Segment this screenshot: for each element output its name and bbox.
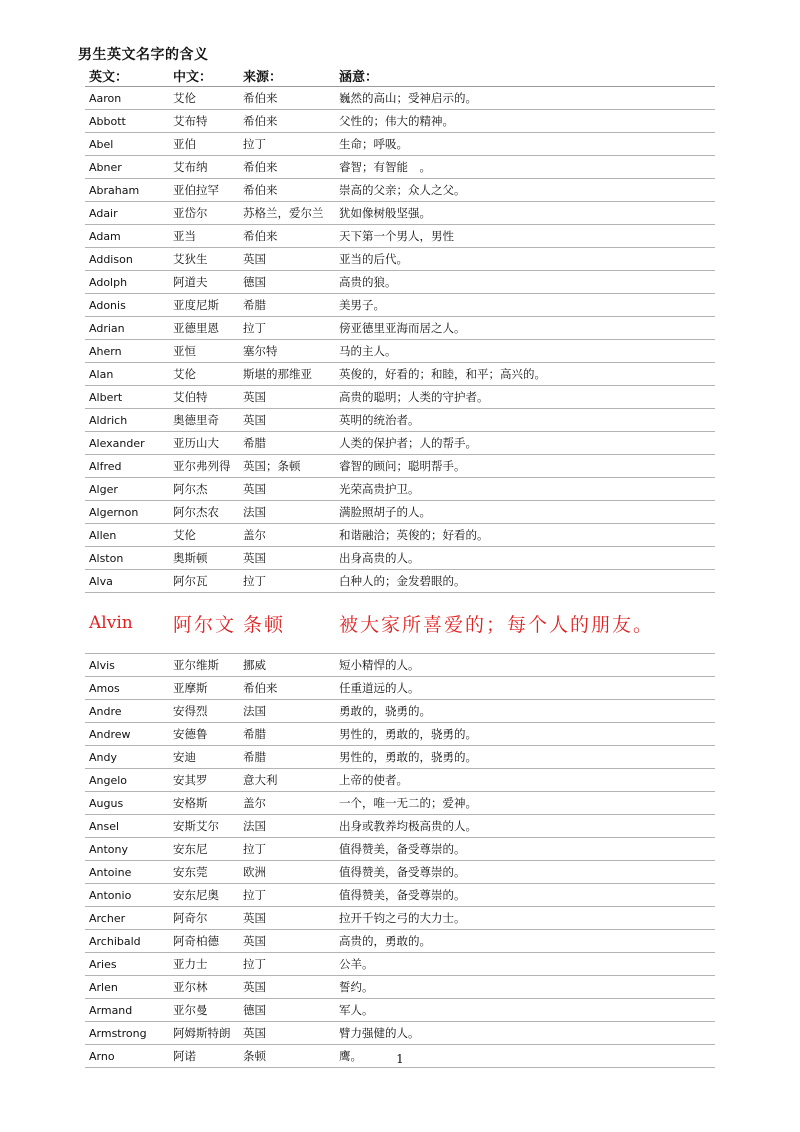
cell-meaning: 军人。 xyxy=(335,999,715,1022)
cell-meaning: 犹如像树般坚强。 xyxy=(335,202,715,225)
cell-chinese: 艾伦 xyxy=(169,524,239,547)
cell-chinese: 亚度尼斯 xyxy=(169,294,239,317)
cell-english: Alva xyxy=(85,570,169,593)
cell-origin: 法国 xyxy=(239,700,335,723)
cell-meaning: 崇高的父亲；众人之父。 xyxy=(335,179,715,202)
cell-origin: 希腊 xyxy=(239,746,335,769)
cell-english: Adair xyxy=(85,202,169,225)
cell-english: Adolph xyxy=(85,271,169,294)
cell-origin: 法国 xyxy=(239,815,335,838)
cell-origin: 希腊 xyxy=(239,723,335,746)
cell-origin: 英国 xyxy=(239,930,335,953)
cell-english: Antonio xyxy=(85,884,169,907)
table-row xyxy=(85,179,715,202)
table-row xyxy=(85,202,715,225)
cell-origin: 德国 xyxy=(239,271,335,294)
table-row xyxy=(85,317,715,340)
table-row xyxy=(85,570,715,593)
table-row xyxy=(85,815,715,838)
cell-english: Angelo xyxy=(85,769,169,792)
cell-english: Alvin xyxy=(85,593,169,654)
cell-origin: 英国 xyxy=(239,248,335,271)
cell-chinese: 亚伯 xyxy=(169,133,239,156)
cell-meaning: 英俊的，好看的；和睦，和平；高兴的。 xyxy=(335,363,715,386)
table-row xyxy=(85,225,715,248)
cell-english: Andy xyxy=(85,746,169,769)
cell-origin: 拉丁 xyxy=(239,953,335,976)
table-row xyxy=(85,700,715,723)
table-row xyxy=(85,501,715,524)
cell-meaning: 誓约。 xyxy=(335,976,715,999)
cell-chinese: 阿尔杰 xyxy=(169,478,239,501)
cell-english: Antony xyxy=(85,838,169,861)
cell-english: Andre xyxy=(85,700,169,723)
cell-english: Addison xyxy=(85,248,169,271)
table-row xyxy=(85,907,715,930)
cell-english: Albert xyxy=(85,386,169,409)
cell-meaning: 高贵的狼。 xyxy=(335,271,715,294)
cell-chinese: 亚岱尔 xyxy=(169,202,239,225)
cell-meaning: 睿智的顾问；聪明帮手。 xyxy=(335,455,715,478)
cell-origin: 希伯来 xyxy=(239,677,335,700)
cell-origin: 意大利 xyxy=(239,769,335,792)
cell-meaning: 高贵的聪明；人类的守护者。 xyxy=(335,386,715,409)
header-english: 英文： xyxy=(85,64,169,87)
cell-origin: 希伯来 xyxy=(239,156,335,179)
cell-meaning: 亚当的后代。 xyxy=(335,248,715,271)
cell-meaning: 任重道远的人。 xyxy=(335,677,715,700)
cell-meaning: 拉开千钧之弓的大力士。 xyxy=(335,907,715,930)
table-row xyxy=(85,409,715,432)
cell-chinese: 阿奇尔 xyxy=(169,907,239,930)
cell-chinese: 安得烈 xyxy=(169,700,239,723)
table-row xyxy=(85,340,715,363)
cell-origin: 盖尔 xyxy=(239,524,335,547)
cell-english: Aries xyxy=(85,953,169,976)
cell-english: Arlen xyxy=(85,976,169,999)
cell-meaning: 值得赞美，备受尊崇的。 xyxy=(335,884,715,907)
cell-origin: 英国 xyxy=(239,907,335,930)
cell-meaning: 巍然的高山；受神启示的。 xyxy=(335,87,715,110)
table-row xyxy=(85,110,715,133)
cell-origin: 法国 xyxy=(239,501,335,524)
table-header-row xyxy=(85,64,715,87)
cell-origin: 英国 xyxy=(239,1022,335,1045)
table-row xyxy=(85,930,715,953)
cell-meaning: 英明的统治者。 xyxy=(335,409,715,432)
table-row xyxy=(85,386,715,409)
cell-chinese: 阿尔文 xyxy=(169,593,239,654)
cell-chinese: 亚当 xyxy=(169,225,239,248)
table-row xyxy=(85,524,715,547)
cell-meaning: 短小精悍的人。 xyxy=(335,654,715,677)
table-row xyxy=(85,156,715,179)
cell-meaning: 生命；呼吸。 xyxy=(335,133,715,156)
cell-origin: 挪威 xyxy=(239,654,335,677)
cell-chinese: 安东莞 xyxy=(169,861,239,884)
cell-english: Ansel xyxy=(85,815,169,838)
header-chinese: 中文： xyxy=(169,64,239,87)
cell-origin: 拉丁 xyxy=(239,884,335,907)
cell-origin: 斯堪的那维亚 xyxy=(239,363,335,386)
header-meaning: 涵意： xyxy=(335,64,715,87)
cell-chinese: 亚尔维斯 xyxy=(169,654,239,677)
cell-english: Adam xyxy=(85,225,169,248)
cell-english: Adonis xyxy=(85,294,169,317)
table-row xyxy=(85,294,715,317)
table-row xyxy=(85,953,715,976)
cell-english: Alger xyxy=(85,478,169,501)
cell-english: Alston xyxy=(85,547,169,570)
cell-chinese: 安东尼奥 xyxy=(169,884,239,907)
document-title: 男生英文名字的含义 xyxy=(78,47,209,63)
cell-meaning: 出身或教养均极高贵的人。 xyxy=(335,815,715,838)
cell-meaning: 勇敢的，骁勇的。 xyxy=(335,700,715,723)
cell-origin: 塞尔特 xyxy=(239,340,335,363)
table-row xyxy=(85,723,715,746)
table-row xyxy=(85,746,715,769)
cell-chinese: 阿道夫 xyxy=(169,271,239,294)
cell-meaning: 值得赞美，备受尊崇的。 xyxy=(335,861,715,884)
table-row xyxy=(85,792,715,815)
table-row xyxy=(85,654,715,677)
cell-origin: 拉丁 xyxy=(239,317,335,340)
cell-english: Arno xyxy=(85,1045,169,1068)
cell-chinese: 阿奇柏德 xyxy=(169,930,239,953)
cell-english: Aldrich xyxy=(85,409,169,432)
cell-origin: 条顿 xyxy=(239,593,335,654)
cell-meaning: 值得赞美，备受尊崇的。 xyxy=(335,838,715,861)
cell-english: Armand xyxy=(85,999,169,1022)
cell-chinese: 艾布纳 xyxy=(169,156,239,179)
cell-chinese: 安迪 xyxy=(169,746,239,769)
cell-origin: 希伯来 xyxy=(239,179,335,202)
cell-english: Abel xyxy=(85,133,169,156)
cell-chinese: 亚力士 xyxy=(169,953,239,976)
cell-origin: 希伯来 xyxy=(239,225,335,248)
cell-english: Adrian xyxy=(85,317,169,340)
cell-chinese: 艾布特 xyxy=(169,110,239,133)
cell-chinese: 艾伦 xyxy=(169,363,239,386)
names-table xyxy=(85,64,715,1068)
cell-chinese: 艾伯特 xyxy=(169,386,239,409)
cell-meaning: 和谐融洽；英俊的；好看的。 xyxy=(335,524,715,547)
cell-chinese: 艾狄生 xyxy=(169,248,239,271)
cell-origin: 拉丁 xyxy=(239,838,335,861)
cell-meaning: 公羊。 xyxy=(335,953,715,976)
cell-chinese: 亚历山大 xyxy=(169,432,239,455)
table-row xyxy=(85,87,715,110)
table-row xyxy=(85,838,715,861)
cell-meaning: 臂力强健的人。 xyxy=(335,1022,715,1045)
table-row xyxy=(85,547,715,570)
cell-origin: 希腊 xyxy=(239,432,335,455)
cell-chinese: 亚德里恩 xyxy=(169,317,239,340)
cell-origin: 欧洲 xyxy=(239,861,335,884)
cell-english: Antoine xyxy=(85,861,169,884)
cell-chinese: 亚摩斯 xyxy=(169,677,239,700)
cell-meaning: 白种人的；金发碧眼的。 xyxy=(335,570,715,593)
cell-meaning: 鹰。 xyxy=(335,1045,715,1068)
cell-english: Abraham xyxy=(85,179,169,202)
cell-meaning: 出身高贵的人。 xyxy=(335,547,715,570)
cell-origin: 苏格兰，爱尔兰 xyxy=(239,202,335,225)
table-row xyxy=(85,677,715,700)
cell-meaning: 美男子。 xyxy=(335,294,715,317)
table-row xyxy=(85,1022,715,1045)
table-row xyxy=(85,593,715,654)
table-row xyxy=(85,478,715,501)
cell-chinese: 安格斯 xyxy=(169,792,239,815)
cell-origin: 英国 xyxy=(239,547,335,570)
cell-english: Alfred xyxy=(85,455,169,478)
cell-chinese: 安东尼 xyxy=(169,838,239,861)
cell-meaning: 男性的，勇敢的，骁勇的。 xyxy=(335,723,715,746)
cell-english: Abner xyxy=(85,156,169,179)
cell-meaning: 人类的保护者；人的帮手。 xyxy=(335,432,715,455)
cell-english: Andrew xyxy=(85,723,169,746)
cell-chinese: 奥斯顿 xyxy=(169,547,239,570)
cell-origin: 希伯来 xyxy=(239,110,335,133)
cell-meaning: 睿智；有智能 。 xyxy=(335,156,715,179)
table-row xyxy=(85,999,715,1022)
cell-origin: 盖尔 xyxy=(239,792,335,815)
cell-english: Ahern xyxy=(85,340,169,363)
cell-chinese: 奥德里奇 xyxy=(169,409,239,432)
header-origin: 来源： xyxy=(239,64,335,87)
cell-english: Amos xyxy=(85,677,169,700)
cell-meaning: 高贵的，勇敢的。 xyxy=(335,930,715,953)
table-row xyxy=(85,271,715,294)
cell-chinese: 阿尔瓦 xyxy=(169,570,239,593)
cell-origin: 德国 xyxy=(239,999,335,1022)
cell-meaning: 马的主人。 xyxy=(335,340,715,363)
cell-chinese: 阿尔杰农 xyxy=(169,501,239,524)
table-row xyxy=(85,363,715,386)
cell-meaning: 上帝的使者。 xyxy=(335,769,715,792)
table-row xyxy=(85,976,715,999)
table-row xyxy=(85,133,715,156)
table-row xyxy=(85,248,715,271)
cell-origin: 希伯来 xyxy=(239,87,335,110)
cell-origin: 英国 xyxy=(239,386,335,409)
cell-english: Archer xyxy=(85,907,169,930)
table-row xyxy=(85,769,715,792)
cell-origin: 拉丁 xyxy=(239,570,335,593)
cell-english: Alexander xyxy=(85,432,169,455)
cell-chinese: 艾伦 xyxy=(169,87,239,110)
cell-english: Algernon xyxy=(85,501,169,524)
cell-chinese: 亚伯拉罕 xyxy=(169,179,239,202)
cell-origin: 英国 xyxy=(239,409,335,432)
cell-english: Armstrong xyxy=(85,1022,169,1045)
cell-origin: 拉丁 xyxy=(239,133,335,156)
cell-english: Alan xyxy=(85,363,169,386)
cell-meaning: 光荣高贵护卫。 xyxy=(335,478,715,501)
cell-origin: 条顿 xyxy=(239,1045,335,1068)
cell-chinese: 安其罗 xyxy=(169,769,239,792)
cell-meaning: 一个，唯一无二的；爱神。 xyxy=(335,792,715,815)
cell-english: Aaron xyxy=(85,87,169,110)
table-row xyxy=(85,432,715,455)
cell-origin: 希腊 xyxy=(239,294,335,317)
cell-english: Archibald xyxy=(85,930,169,953)
cell-chinese: 阿姆斯特朗 xyxy=(169,1022,239,1045)
cell-english: Augus xyxy=(85,792,169,815)
cell-chinese: 亚尔林 xyxy=(169,976,239,999)
cell-origin: 英国；条顿 xyxy=(239,455,335,478)
table-row xyxy=(85,861,715,884)
cell-chinese: 亚恒 xyxy=(169,340,239,363)
cell-chinese: 阿诺 xyxy=(169,1045,239,1068)
cell-meaning: 父性的；伟大的精神。 xyxy=(335,110,715,133)
cell-english: Abbott xyxy=(85,110,169,133)
cell-chinese: 亚尔弗列得 xyxy=(169,455,239,478)
cell-meaning: 傍亚德里亚海而居之人。 xyxy=(335,317,715,340)
cell-english: Alvis xyxy=(85,654,169,677)
cell-origin: 英国 xyxy=(239,976,335,999)
cell-meaning: 天下第一个男人，男性 xyxy=(335,225,715,248)
cell-english: Allen xyxy=(85,524,169,547)
cell-origin: 英国 xyxy=(239,478,335,501)
table-body xyxy=(85,87,715,1068)
cell-meaning: 满脸照胡子的人。 xyxy=(335,501,715,524)
table-row xyxy=(85,884,715,907)
cell-meaning: 男性的，勇敢的，骁勇的。 xyxy=(335,746,715,769)
page-number: 1 xyxy=(396,1052,404,1066)
cell-chinese: 安德鲁 xyxy=(169,723,239,746)
cell-chinese: 亚尔曼 xyxy=(169,999,239,1022)
cell-chinese: 安斯艾尔 xyxy=(169,815,239,838)
table-row xyxy=(85,455,715,478)
cell-meaning: 被大家所喜爱的；每个人的朋友。 xyxy=(335,593,715,654)
